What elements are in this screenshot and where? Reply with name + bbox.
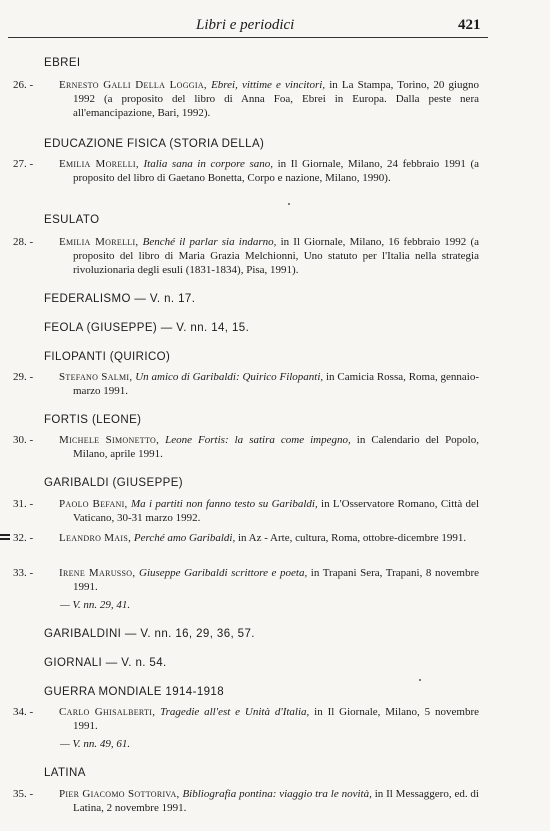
entry-title: Tragedie all'est e Unità d'Italia, (160, 706, 310, 718)
running-title: Libri e periodici (196, 17, 295, 33)
entry-number: 30. - (13, 434, 34, 446)
bibliography-entry (13, 566, 479, 594)
entry-publication: in Il Giornale, Milano, 16 febbraio 1992 (a proposito del libro di Maria Grazia Melchionni, Uno statuto per l'Italia nella strategia rivoluzionaria degli esuli (1831-1834), Pisa, 1991). (73, 236, 480, 276)
speck (288, 203, 290, 205)
entry-author: Stefano Salmi, (59, 371, 133, 383)
bibliography-entry (13, 78, 479, 120)
entry-number: 28. - (13, 236, 34, 248)
page-number: 421 (458, 17, 481, 33)
entry-author: Pier Giacomo Sottoriva, (59, 788, 180, 800)
entry-publication: in Il Messaggero, ed. di Latina, 2 novembre 1991. (73, 788, 479, 814)
header-rule (8, 37, 488, 38)
section-heading: FEOLA (GIUSEPPE) — V. nn. 14, 15. (44, 322, 250, 334)
entry-author: Emilia Morelli, (59, 236, 139, 248)
section-heading: FEDERALISMO — V. n. 17. (44, 293, 196, 305)
entry-title: Ma i partiti non fanno testo su Garibaldi, (130, 498, 318, 510)
section-heading: EBREI (44, 57, 81, 69)
entry-author: Emilia Morelli, (59, 158, 139, 170)
entry-author: Paolo Befani, (59, 498, 128, 510)
entry-author: Leandro Mais, (59, 532, 132, 544)
bibliography-entry (13, 433, 479, 461)
section-heading: LATINA (44, 767, 86, 779)
section-heading: GIORNALI — V. n. 54. (44, 657, 167, 669)
margin-mark (0, 534, 10, 542)
entry-author: Michele Simonetto, (59, 434, 160, 446)
entry-author: Carlo Ghisalberti, (59, 706, 156, 718)
entry-publication: in L'Osservatore Romano, Città del Vaticano, 30-31 marzo 1992. (73, 498, 479, 524)
entry-title: Leone Fortis: la satira come impegno, (165, 434, 351, 446)
section-heading: GUERRA MONDIALE 1914-1918 (44, 686, 225, 698)
speck (419, 679, 421, 681)
entry-publication: in Calendario del Popolo, Milano, aprile 1991. (73, 434, 479, 460)
entry-publication: in Az - Arte, cultura, Roma, ottobre-dicembre 1991. (237, 532, 467, 544)
entry-title: Giuseppe Garibaldi scrittore e poeta, (139, 567, 308, 579)
entry-author: Ernesto Galli Della Loggia, (59, 79, 207, 91)
entry-publication: in La Stampa, Torino, 20 giugno 1992 (a proposito del libro di Anna Foa, Ebrei in Europa. Dalla peste nera all'emancipazione, Bari, 1992). (73, 79, 480, 119)
entry-number: 31. - (13, 498, 34, 510)
entry-title: Italia sana in corpore sano, (143, 158, 274, 170)
cross-reference: — V. nn. 29, 41. (60, 599, 131, 611)
entry-publication: in Camicia Rossa, Roma, gennaio-marzo 1991. (73, 371, 480, 397)
bibliography-entry (13, 531, 479, 545)
section-heading: GARIBALDI (GIUSEPPE) (44, 477, 184, 489)
entry-publication: in Trapani Sera, Trapani, 8 novembre 1991. (73, 567, 479, 593)
entry-author: Irene Marusso, (59, 567, 136, 579)
page-header (8, 18, 488, 40)
section-heading: EDUCAZIONE FISICA (STORIA DELLA) (44, 138, 265, 150)
bibliography-entry (13, 787, 479, 815)
entry-title: Benché il parlar sia indarno, (142, 236, 277, 248)
entry-number: 26. - (13, 79, 34, 91)
entry-number: 33. - (13, 567, 34, 579)
entry-publication: in Il Giornale, Milano, 5 novembre 1991. (73, 706, 480, 732)
entry-publication: in Il Giornale, Milano, 24 febbraio 1991 (a proposito del libro di Gaetano Bonetta, Corpo e nazione, Milano, 1990). (73, 158, 480, 184)
bibliography-entry (13, 705, 479, 733)
entry-number: 34. - (13, 706, 34, 718)
section-heading: ESULATO (44, 214, 100, 226)
entry-title: Un amico di Garibaldi: Quirico Filopanti, (135, 371, 324, 383)
bibliography-entry (13, 497, 479, 525)
section-heading: FILOPANTI (QUIRICO) (44, 351, 171, 363)
entry-title: Bibliografia pontina: viaggio tra le novità, (182, 788, 372, 800)
entry-number: 32. - (13, 532, 34, 544)
entry-title: Ebrei, vittime e vincitori, (211, 79, 326, 91)
entry-title: Perché amo Garibaldi, (133, 532, 236, 544)
cross-reference: — V. nn. 49, 61. (60, 738, 131, 750)
bibliography-entry (13, 235, 479, 277)
section-heading: FORTIS (LEONE) (44, 414, 142, 426)
bibliography-entry (13, 370, 479, 398)
section-heading: GARIBALDINI — V. nn. 16, 29, 36, 57. (44, 628, 255, 640)
entry-number: 35. - (13, 788, 34, 800)
bibliography-entry (13, 157, 479, 185)
entry-number: 29. - (13, 371, 34, 383)
entry-number: 27. - (13, 158, 34, 170)
